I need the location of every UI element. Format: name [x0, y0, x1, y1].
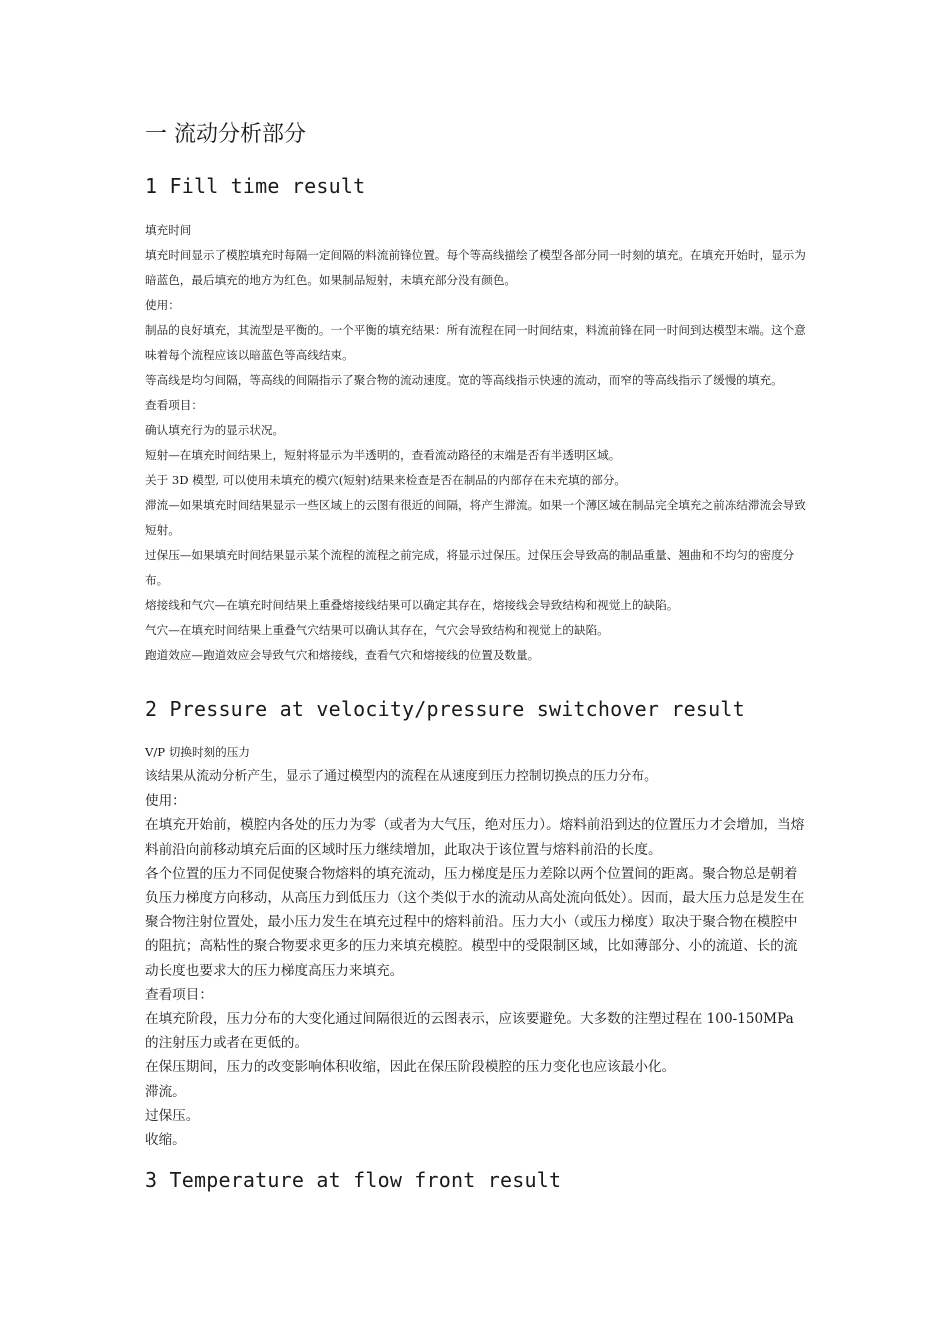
s2-paragraph-pack-stage: 在保压期间，压力的改变影响体积收缩，因此在保压阶段模腔的压力变化也应该最小化。: [145, 1059, 676, 1076]
s2-paragraph-intro: 该结果从流动分析产生，显示了通过模型内的流程在从速度到压力控制切换点的压力分布。: [145, 769, 657, 784]
s1-paragraph-check-label: 查看项目：: [145, 398, 203, 412]
s2-paragraph-pressure-gradient: 各个位置的压力不同促使聚合物熔料的填充流动，压力梯度是压力差除以两个位置间的距离。聚合物总是朝着负压力梯度方向移动，从高压力到低压力（这个类似于水的流动从高处流向低处）。因而，最大压力总是发生在聚合物注射位置处，最小压力发生在填充过程中的熔料前沿。压力大小（或压力梯度）取决于聚合物在模腔中的阻抗；高粘性的聚合物要求更多的压力来填充模腔。模型中的受限制区域，比如薄部分、小的流道、长的流动长度也要求大的压力梯度高压力来填充。: [145, 865, 805, 979]
section-2-title: 2 Pressure at velocity/pressure switchover result: [145, 697, 745, 721]
s2-paragraph-usage-label: 使用：: [145, 793, 186, 810]
s1-paragraph-usage-label: 使用：: [145, 298, 180, 312]
s2-paragraph-pressure-zero: 在填充开始前，模腔内各处的压力为零（或者为大气压，绝对压力）。熔料前沿到达的位置压力才会增加，当熔料前沿向前移动填充后面的区域时压力继续增加，此取决于该位置与熔料前沿的长度。: [145, 817, 805, 858]
s1-paragraph-weld-lines: 熔接线和气穴—在填充时间结果上重叠熔接线结果可以确定其存在，熔接线会导致结构和视觉上的缺陷。: [145, 598, 679, 612]
s1-paragraph-short-shot: 短射—在填充时间结果上，短射将显示为半透明的，查看流动路径的末端是否有半透明区域。: [145, 448, 621, 462]
s2-paragraph-hesitation: 滞流。: [145, 1083, 186, 1100]
s1-paragraph-contours: 等高线是均匀间隔，等高线的间隔指示了聚合物的流动速度。宽的等高线指示快速的流动，而窄的等高线指示了缓慢的填充。: [145, 373, 783, 387]
section-3-title: 3 Temperature at flow front result: [145, 1168, 562, 1192]
s1-paragraph-confirm: 确认填充行为的显示状况。: [145, 423, 285, 437]
s2-paragraph-fill-stage: 在填充阶段，压力分布的大变化通过间隔很近的云图表示，应该要避免。大多数的注塑过程在 100-150MPa 的注射压力或者在更低的。: [145, 1011, 794, 1052]
s1-paragraph-balanced-fill: 制品的良好填充，其流型是平衡的。一个平衡的填充结果：所有流程在同一时间结束，料流前锋在同一时间到达模型末端。这个意味着每个流程应该以暗蓝色等高线结束。: [145, 323, 806, 362]
s1-paragraph-overpack: 过保压—如果填充时间结果显示某个流程的流程之前完成，将显示过保压。过保压会导致高的制品重量、翘曲和不均匀的密度分布。: [145, 548, 795, 587]
s2-label-vp: V/P 切换时刻的压力: [145, 745, 250, 759]
s2-paragraph-check-label: 查看项目：: [145, 986, 213, 1003]
section-1-body: [145, 218, 810, 668]
s1-paragraph-3d-model: 关于 3D 模型, 可以使用未填充的模穴(短射)结果来检查是否在制品的内部存在未充填的部分。: [145, 473, 627, 487]
main-heading: 一 流动分析部分: [145, 122, 306, 147]
s1-paragraph-hesitation: 滞流—如果填充时间结果显示一些区域上的云图有很近的间隔，将产生滞流。如果一个薄区域在制品完全填充之前冻结滞流会导致短射。: [145, 498, 806, 537]
s1-paragraph-racetrack: 跑道效应—跑道效应会导致气穴和熔接线，查看气穴和熔接线的位置及数量。: [145, 648, 540, 662]
s2-paragraph-overpack: 过保压。: [145, 1107, 200, 1124]
section-2-body: [145, 740, 810, 1152]
s1-paragraph-description: 填充时间显示了模腔填充时每隔一定间隔的料流前锋位置。每个等高线描绘了模型各部分同一时刻的填充。在填充开始时，显示为暗蓝色，最后填充的地方为红色。如果制品短射，未填充部分没有颜色。: [145, 248, 806, 287]
section-1-title: 1 Fill time result: [145, 174, 366, 198]
s1-paragraph-air-traps: 气穴—在填充时间结果上重叠气穴结果可以确认其存在，气穴会导致结构和视觉上的缺陷。: [145, 623, 609, 637]
s1-label-fill-time: 填充时间: [145, 223, 192, 237]
s2-paragraph-shrinkage: 收缩。: [145, 1132, 186, 1149]
